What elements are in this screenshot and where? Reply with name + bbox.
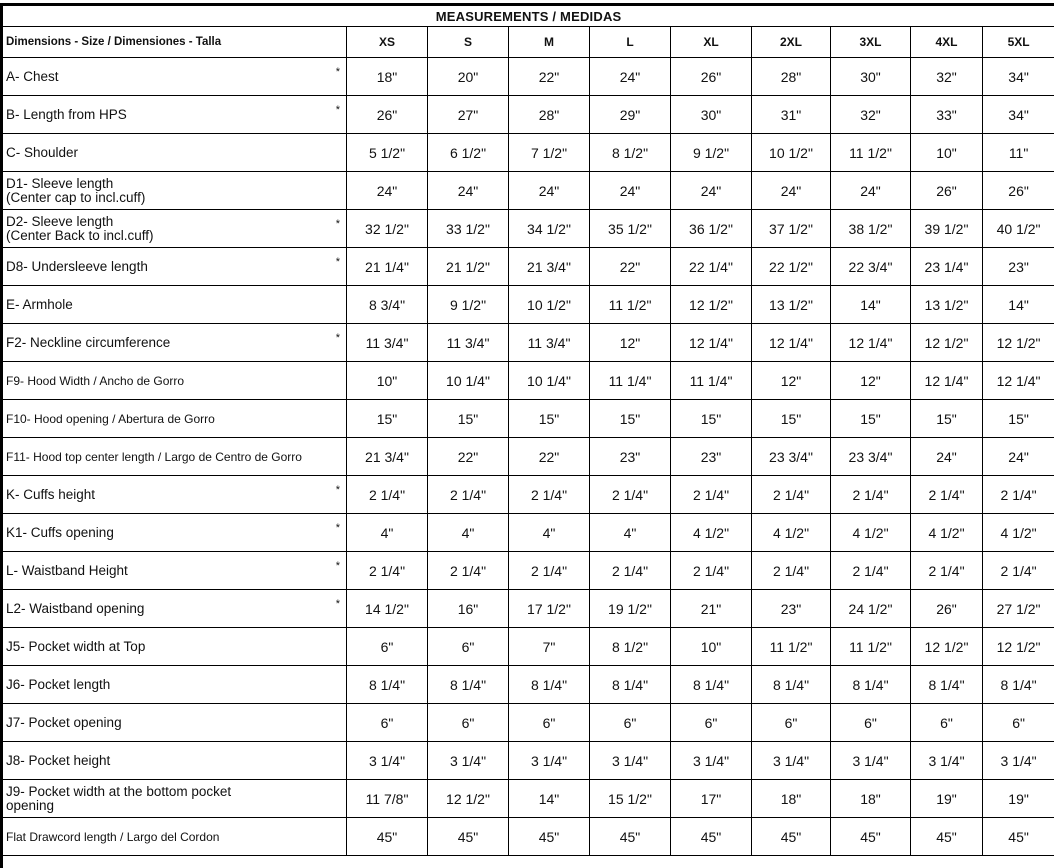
measurement-cell: 8 1/4" <box>983 666 1054 704</box>
table-row <box>3 210 1054 248</box>
measurement-cell: 12 1/2" <box>911 628 983 666</box>
measurement-cell: 4" <box>590 514 671 552</box>
measurement-cell: 19" <box>911 780 983 818</box>
measurement-cell: 11 1/2" <box>831 628 911 666</box>
row-label-cell <box>3 514 347 552</box>
row-label: J6- Pocket length <box>6 676 111 692</box>
measurement-cell: 2 1/4" <box>752 552 831 590</box>
measurement-cell: 24" <box>590 172 671 210</box>
row-label: A- Chest <box>6 68 59 84</box>
measurement-cell: 24" <box>671 172 752 210</box>
required-star: * <box>335 256 340 268</box>
measurement-cell: 8 3/4" <box>347 286 428 324</box>
measurement-cell: 24" <box>752 172 831 210</box>
row-label: C- Shoulder <box>6 144 79 160</box>
measurement-cell: 11" <box>983 134 1054 172</box>
measurement-cell: 8 1/4" <box>347 666 428 704</box>
measurement-cell: 2 1/4" <box>509 476 590 514</box>
measurement-cell: 2 1/4" <box>671 476 752 514</box>
measurement-cell: 22 1/2" <box>752 248 831 286</box>
measurement-cell: 15" <box>671 400 752 438</box>
row-label-cell <box>3 96 347 134</box>
measurement-cell: 3 1/4" <box>752 742 831 780</box>
measurement-cell: 8 1/4" <box>428 666 509 704</box>
measurement-cell: 22 1/4" <box>671 248 752 286</box>
measurement-cell: 22" <box>590 248 671 286</box>
measurement-cell: 24" <box>590 58 671 96</box>
measurements-table <box>2 6 1054 856</box>
row-label-cell <box>3 590 347 628</box>
measurement-cell: 45" <box>590 818 671 856</box>
measurement-cell: 23" <box>752 590 831 628</box>
measurement-cell: 36 1/2" <box>671 210 752 248</box>
measurement-cell: 34 1/2" <box>509 210 590 248</box>
measurement-cell: 6 1/2" <box>428 134 509 172</box>
row-label-cell <box>3 362 347 400</box>
measurement-cell: 23" <box>671 438 752 476</box>
measurement-cell: 15" <box>831 400 911 438</box>
measurement-cell: 12 1/2" <box>428 780 509 818</box>
measurement-cell: 18" <box>831 780 911 818</box>
measurement-cell: 11 1/2" <box>752 628 831 666</box>
measurement-cell: 3 1/4" <box>509 742 590 780</box>
measurement-cell: 2 1/4" <box>428 476 509 514</box>
measurement-cell: 2 1/4" <box>911 552 983 590</box>
measurement-cell: 15" <box>347 400 428 438</box>
row-label: F9- Hood Width / Ancho de Gorro <box>6 373 185 388</box>
table-row <box>3 476 1054 514</box>
row-label-cell <box>3 324 347 362</box>
measurement-cell: 2 1/4" <box>347 476 428 514</box>
table-row <box>3 438 1054 476</box>
measurement-cell: 4 1/2" <box>752 514 831 552</box>
measurement-cell: 11 3/4" <box>428 324 509 362</box>
measurement-cell: 32" <box>911 58 983 96</box>
measurement-cell: 8 1/4" <box>911 666 983 704</box>
measurement-cell: 6" <box>671 704 752 742</box>
row-label: L- Waistband Height <box>6 562 128 578</box>
measurement-cell: 6" <box>428 704 509 742</box>
size-header-2xl: 2XL <box>752 27 831 58</box>
measurement-cell: 21 1/2" <box>428 248 509 286</box>
measurement-cell: 35 1/2" <box>590 210 671 248</box>
measurement-cell: 2 1/4" <box>347 552 428 590</box>
measurement-cell: 29" <box>590 96 671 134</box>
measurement-cell: 12" <box>752 362 831 400</box>
measurement-cell: 4 1/2" <box>911 514 983 552</box>
measurement-cell: 31" <box>752 96 831 134</box>
table-row <box>3 400 1054 438</box>
table-row <box>3 514 1054 552</box>
measurement-cell: 24" <box>983 438 1054 476</box>
measurement-cell: 14 1/2" <box>347 590 428 628</box>
required-star: * <box>335 560 340 572</box>
measurement-cell: 9 1/2" <box>671 134 752 172</box>
measurement-cell: 8 1/4" <box>509 666 590 704</box>
row-label-cell <box>3 628 347 666</box>
measurement-cell: 8 1/4" <box>831 666 911 704</box>
measurement-cell: 12 1/2" <box>671 286 752 324</box>
measurement-cell: 23 3/4" <box>831 438 911 476</box>
measurement-cell: 38 1/2" <box>831 210 911 248</box>
row-label-cell <box>3 172 347 210</box>
measurement-cell: 13 1/2" <box>911 286 983 324</box>
measurement-cell: 11 1/2" <box>590 286 671 324</box>
measurement-cell: 3 1/4" <box>428 742 509 780</box>
measurement-cell: 22" <box>428 438 509 476</box>
measurement-cell: 34" <box>983 96 1054 134</box>
table-row <box>3 172 1054 210</box>
required-star: * <box>335 598 340 610</box>
row-label: D1- Sleeve length (Center cap to incl.cuff) <box>6 175 146 205</box>
measurement-cell: 6" <box>428 628 509 666</box>
row-label-cell <box>3 286 347 324</box>
row-label-cell <box>3 248 347 286</box>
measurement-cell: 6" <box>831 704 911 742</box>
measurement-cell: 3 1/4" <box>671 742 752 780</box>
measurement-cell: 45" <box>831 818 911 856</box>
measurement-cell: 2 1/4" <box>983 552 1054 590</box>
measurement-cell: 16" <box>428 590 509 628</box>
measurement-cell: 6" <box>590 704 671 742</box>
measurement-cell: 14" <box>831 286 911 324</box>
table-row <box>3 286 1054 324</box>
measurement-cell: 32 1/2" <box>347 210 428 248</box>
row-label-cell <box>3 58 347 96</box>
measurement-cell: 8 1/2" <box>590 628 671 666</box>
measurement-cell: 5 1/2" <box>347 134 428 172</box>
measurement-cell: 45" <box>347 818 428 856</box>
required-star: * <box>335 104 340 116</box>
measurement-cell: 3 1/4" <box>831 742 911 780</box>
row-label-cell <box>3 552 347 590</box>
row-label: Flat Drawcord length / Largo del Cordon <box>6 829 220 844</box>
measurement-cell: 9 1/2" <box>428 286 509 324</box>
measurement-cell: 8 1/2" <box>590 134 671 172</box>
measurement-cell: 24" <box>911 438 983 476</box>
row-label: J7- Pocket opening <box>6 714 122 730</box>
table-row <box>3 818 1054 856</box>
measurement-cell: 8 1/4" <box>671 666 752 704</box>
table-row <box>3 248 1054 286</box>
table-row <box>3 58 1054 96</box>
measurement-cell: 12 1/4" <box>831 324 911 362</box>
measurement-cell: 10" <box>671 628 752 666</box>
measurement-cell: 10 1/2" <box>752 134 831 172</box>
measurement-cell: 12 1/4" <box>752 324 831 362</box>
required-star: * <box>335 484 340 496</box>
measurement-cell: 11 1/2" <box>831 134 911 172</box>
row-label-cell <box>3 704 347 742</box>
measurement-cell: 12 1/4" <box>911 362 983 400</box>
measurement-cell: 2 1/4" <box>590 476 671 514</box>
measurement-cell: 15" <box>911 400 983 438</box>
measurement-cell: 24" <box>347 172 428 210</box>
measurement-cell: 6" <box>983 704 1054 742</box>
measurement-cell: 10" <box>911 134 983 172</box>
row-label: J5- Pocket width at Top <box>6 638 146 654</box>
measurement-cell: 26" <box>911 172 983 210</box>
measurement-cell: 12" <box>831 362 911 400</box>
measurement-cell: 40 1/2" <box>983 210 1054 248</box>
measurement-cell: 10" <box>347 362 428 400</box>
table-row <box>3 96 1054 134</box>
measurement-cell: 23 1/4" <box>911 248 983 286</box>
measurement-cell: 12" <box>590 324 671 362</box>
measurement-cell: 2 1/4" <box>428 552 509 590</box>
measurement-cell: 3 1/4" <box>983 742 1054 780</box>
measurement-cell: 45" <box>428 818 509 856</box>
measurement-cell: 11 3/4" <box>509 324 590 362</box>
row-label: E- Armhole <box>6 296 73 312</box>
measurement-cell: 12 1/4" <box>983 362 1054 400</box>
measurement-cell: 26" <box>983 172 1054 210</box>
measurement-cell: 3 1/4" <box>911 742 983 780</box>
required-star: * <box>335 218 340 230</box>
measurement-cell: 33 1/2" <box>428 210 509 248</box>
measurement-cell: 45" <box>671 818 752 856</box>
measurement-cell: 15" <box>983 400 1054 438</box>
measurement-cell: 10 1/2" <box>509 286 590 324</box>
measurement-cell: 23" <box>590 438 671 476</box>
size-header-l: L <box>590 27 671 58</box>
measurement-cell: 7 1/2" <box>509 134 590 172</box>
size-header-4xl: 4XL <box>911 27 983 58</box>
required-star: * <box>335 332 340 344</box>
measurement-cell: 22" <box>509 58 590 96</box>
measurement-cell: 45" <box>983 818 1054 856</box>
measurement-cell: 26" <box>911 590 983 628</box>
table-title: MEASUREMENTS / MEDIDAS <box>3 6 1054 27</box>
measurement-cell: 33" <box>911 96 983 134</box>
measurement-cell: 11 1/4" <box>671 362 752 400</box>
row-label: D8- Undersleeve length <box>6 258 148 274</box>
dimension-header: Dimensions - Size / Dimensiones - Talla <box>3 27 347 58</box>
measurement-cell: 8 1/4" <box>752 666 831 704</box>
measurement-cell: 2 1/4" <box>983 476 1054 514</box>
measurement-cell: 11 1/4" <box>590 362 671 400</box>
measurement-cell: 18" <box>752 780 831 818</box>
measurement-cell: 21 3/4" <box>347 438 428 476</box>
required-star: * <box>335 66 340 78</box>
row-label-cell <box>3 438 347 476</box>
measurement-cell: 6" <box>911 704 983 742</box>
table-row <box>3 362 1054 400</box>
size-header-s: S <box>428 27 509 58</box>
row-label: D2- Sleeve length (Center Back to incl.cuff) <box>6 213 154 243</box>
size-header-xl: XL <box>671 27 752 58</box>
size-header-3xl: 3XL <box>831 27 911 58</box>
measurement-cell: 15" <box>590 400 671 438</box>
measurement-cell: 21 3/4" <box>509 248 590 286</box>
table-row <box>3 666 1054 704</box>
measurement-cell: 2 1/4" <box>911 476 983 514</box>
measurement-cell: 10 1/4" <box>428 362 509 400</box>
measurement-cell: 17 1/2" <box>509 590 590 628</box>
row-label-cell <box>3 476 347 514</box>
measurement-cell: 13 1/2" <box>752 286 831 324</box>
measurement-cell: 4" <box>509 514 590 552</box>
row-label-cell <box>3 780 347 818</box>
row-label-cell <box>3 666 347 704</box>
measurement-cell: 4 1/2" <box>983 514 1054 552</box>
measurement-cell: 12 1/2" <box>911 324 983 362</box>
measurement-cell: 22" <box>509 438 590 476</box>
row-label-cell <box>3 818 347 856</box>
measurement-cell: 24" <box>428 172 509 210</box>
table-row <box>3 742 1054 780</box>
measurement-cell: 6" <box>752 704 831 742</box>
table-row <box>3 552 1054 590</box>
measurement-cell: 4" <box>347 514 428 552</box>
measurement-cell: 19" <box>983 780 1054 818</box>
row-label: K- Cuffs height <box>6 486 96 502</box>
size-header-5xl: 5XL <box>983 27 1054 58</box>
row-label: F2- Neckline circumference <box>6 334 171 350</box>
measurement-cell: 4" <box>428 514 509 552</box>
measurement-cell: 7" <box>509 628 590 666</box>
measurement-cell: 6" <box>509 704 590 742</box>
row-label: J9- Pocket width at the bottom pocket opening <box>6 783 232 813</box>
required-star: * <box>335 522 340 534</box>
measurement-cell: 45" <box>911 818 983 856</box>
size-header-xs: XS <box>347 27 428 58</box>
table-row <box>3 134 1054 172</box>
measurement-cell: 2 1/4" <box>509 552 590 590</box>
row-label: K1- Cuffs opening <box>6 524 114 540</box>
measurement-cell: 15" <box>428 400 509 438</box>
table-row <box>3 780 1054 818</box>
row-label: F10- Hood opening / Abertura de Gorro <box>6 411 215 426</box>
row-label-cell <box>3 742 347 780</box>
measurement-cell: 28" <box>752 58 831 96</box>
measurement-cell: 34" <box>983 58 1054 96</box>
measurement-cell: 45" <box>509 818 590 856</box>
size-header-m: M <box>509 27 590 58</box>
measurement-cell: 24" <box>509 172 590 210</box>
row-label: J8- Pocket height <box>6 752 111 768</box>
measurement-cell: 23" <box>983 248 1054 286</box>
table-row <box>3 704 1054 742</box>
measurement-cell: 21 1/4" <box>347 248 428 286</box>
measurement-cell: 28" <box>509 96 590 134</box>
measurement-cell: 3 1/4" <box>347 742 428 780</box>
measurement-cell: 20" <box>428 58 509 96</box>
row-label: F11- Hood top center length / Largo de Centro de Gorro <box>6 449 302 464</box>
row-label: L2- Waistband opening <box>6 600 145 616</box>
measurement-cell: 2 1/4" <box>831 552 911 590</box>
measurement-cell: 2 1/4" <box>671 552 752 590</box>
measurement-cell: 15 1/2" <box>590 780 671 818</box>
row-label-cell <box>3 210 347 248</box>
measurement-cell: 21" <box>671 590 752 628</box>
row-label-cell <box>3 400 347 438</box>
measurement-cell: 37 1/2" <box>752 210 831 248</box>
measurement-cell: 6" <box>347 628 428 666</box>
title-row <box>3 6 1054 27</box>
measurement-cell: 8 1/4" <box>590 666 671 704</box>
measurement-cell: 12 1/2" <box>983 628 1054 666</box>
measurement-cell: 3 1/4" <box>590 742 671 780</box>
measurement-cell: 12 1/2" <box>983 324 1054 362</box>
measurement-cell: 4 1/2" <box>671 514 752 552</box>
measurement-cell: 32" <box>831 96 911 134</box>
measurement-cell: 22 3/4" <box>831 248 911 286</box>
measurement-cell: 14" <box>509 780 590 818</box>
measurement-cell: 15" <box>752 400 831 438</box>
measurement-cell: 4 1/2" <box>831 514 911 552</box>
measurement-cell: 26" <box>671 58 752 96</box>
measurement-cell: 24 1/2" <box>831 590 911 628</box>
measurement-cell: 30" <box>671 96 752 134</box>
header-row <box>3 27 1054 58</box>
measurement-cell: 11 3/4" <box>347 324 428 362</box>
table-row <box>3 324 1054 362</box>
row-label-cell <box>3 134 347 172</box>
measurement-cell: 14" <box>983 286 1054 324</box>
measurement-cell: 10 1/4" <box>509 362 590 400</box>
measurement-cell: 11 7/8" <box>347 780 428 818</box>
measurement-cell: 30" <box>831 58 911 96</box>
measurement-cell: 23 3/4" <box>752 438 831 476</box>
measurement-cell: 18" <box>347 58 428 96</box>
measurement-cell: 45" <box>752 818 831 856</box>
measurement-cell: 24" <box>831 172 911 210</box>
row-label: B- Length from HPS <box>6 106 127 122</box>
measurement-cell: 6" <box>347 704 428 742</box>
measurement-cell: 27 1/2" <box>983 590 1054 628</box>
measurement-cell: 27" <box>428 96 509 134</box>
measurement-cell: 2 1/4" <box>831 476 911 514</box>
measurement-cell: 2 1/4" <box>590 552 671 590</box>
measurement-cell: 15" <box>509 400 590 438</box>
table-row <box>3 628 1054 666</box>
measurement-cell: 19 1/2" <box>590 590 671 628</box>
table-row <box>3 590 1054 628</box>
measurement-cell: 17" <box>671 780 752 818</box>
measurement-cell: 26" <box>347 96 428 134</box>
measurement-cell: 2 1/4" <box>752 476 831 514</box>
measurement-cell: 39 1/2" <box>911 210 983 248</box>
measurement-cell: 12 1/4" <box>671 324 752 362</box>
